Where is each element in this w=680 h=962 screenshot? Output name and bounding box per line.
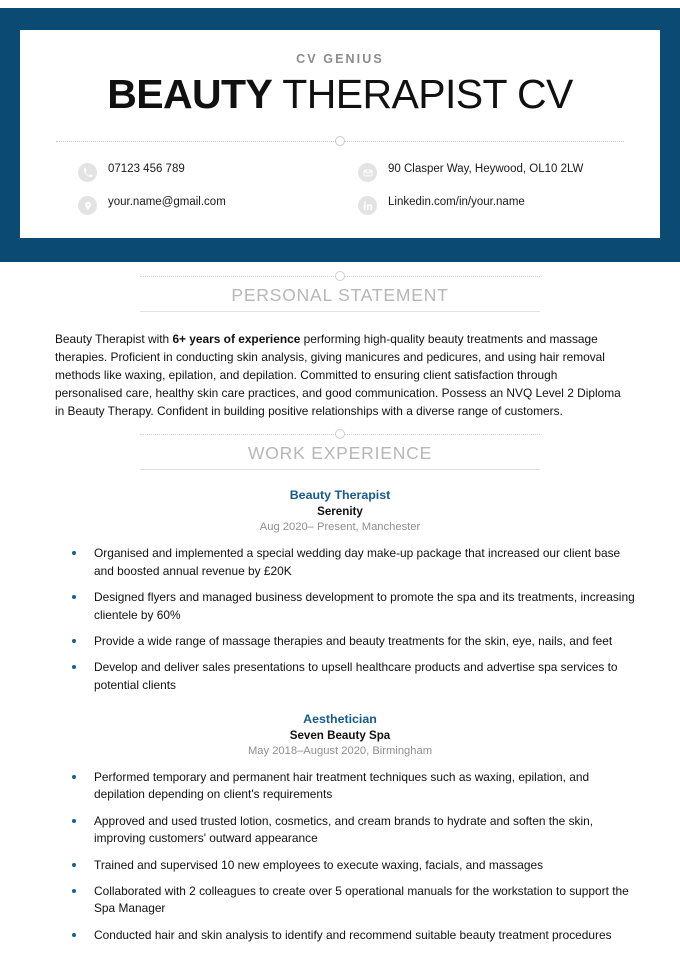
contact-phone[interactable] [78,162,340,182]
divider-circle-icon [335,136,345,146]
personal-statement-text [55,330,625,420]
section-title: WORK EXPERIENCE [247,443,433,464]
brand-label: CV GENIUS [296,52,384,66]
contact-column-left [50,162,340,228]
statement-body: performing high-quality beauty treatments and massage therapies. Proficient in conducting skin analysis, giving manicures and pedicures, and using hair removal methods like waxing, epilation, and depilation. Committed to ensuring client satisfaction through personalised care, healthy skin care practices, and good communication. Possess an NVQ Level 2 Diploma in Beauty Therapy. Confident in building positive relationships with a diverse range of customers. [55,332,621,419]
list-item: Collaborated with 2 colleagues to create over 5 operational manuals for the workstation to support the Spa Manager [72,883,640,918]
document-body [0,262,680,953]
email-value: your.name@gmail.com [108,196,226,209]
list-item: Provide a wide range of massage therapies and beauty treatments for the skin, eye, nails, and feet [72,633,640,650]
page-title-regular: THERAPIST CV [272,71,573,117]
contact-details [44,162,636,228]
section-bottom-line [140,469,540,470]
job-company: Serenity [317,505,363,519]
section-bottom-line [140,311,540,312]
location-pin-icon [78,196,97,215]
list-item: Organised and implemented a special wedding day make-up package that increased our client base and boosted annual revenue by £20K [72,545,640,580]
list-item: Performed temporary and permanent hair treatment techniques such as waxing, epilation, and depilation depending on client's requirements [72,769,640,804]
header-card [20,30,660,238]
list-item: Trained and supervised 10 new employees to execute waxing, facials, and massages [72,857,640,874]
contact-address[interactable] [358,162,630,182]
linkedin-value: Linkedin.com/in/your.name [388,196,525,209]
job-dates-location: Aug 2020– Present, Manchester [259,521,421,534]
statement-highlight: 6+ years of experience [172,332,301,346]
section-circle-icon [335,271,345,281]
contact-email[interactable] [78,195,340,215]
list-item: Designed flyers and managed business development to promote the spa and its treatments, increasing clientele by 60% [72,589,640,624]
header-divider [56,136,624,146]
section-title: PERSONAL STATEMENT [231,285,449,305]
job-dates-location: May 2018–August 2020, Birmingham [247,745,433,758]
job-company: Seven Beauty Spa [289,729,391,743]
statement-lead: Beauty Therapist with [55,332,173,346]
contact-linkedin[interactable] [358,195,630,215]
phone-value: 07123 456 789 [108,163,185,176]
job-entry [0,712,680,944]
job-entry [0,488,680,694]
job-bullet-list [72,769,640,944]
header-accent-band [0,8,680,262]
job-title: Beauty Therapist [289,488,391,503]
list-item: Conducted hair and skin analysis to identify and recommend suitable beauty treatment procedures [72,927,640,944]
phone-icon [78,163,97,182]
linkedin-icon [358,196,377,215]
contact-column-right [340,162,630,228]
section-header-personal-statement [140,262,540,312]
envelope-icon [358,163,377,182]
list-item: Develop and deliver sales presentations to upsell healthcare products and advertise spa services to potential clients [72,659,640,694]
section-header-work-experience [140,420,540,470]
page-title-bold: BEAUTY [107,71,273,117]
list-item: Approved and used trusted lotion, cosmetics, and cream brands to hydrate and soften the skin, improving customers' outward appearance [72,813,640,848]
address-value: 90 Clasper Way, Heywood, OL10 2LW [388,163,584,176]
page-title [44,73,636,116]
job-title: Aesthetician [303,712,377,727]
job-bullet-list [72,545,640,694]
